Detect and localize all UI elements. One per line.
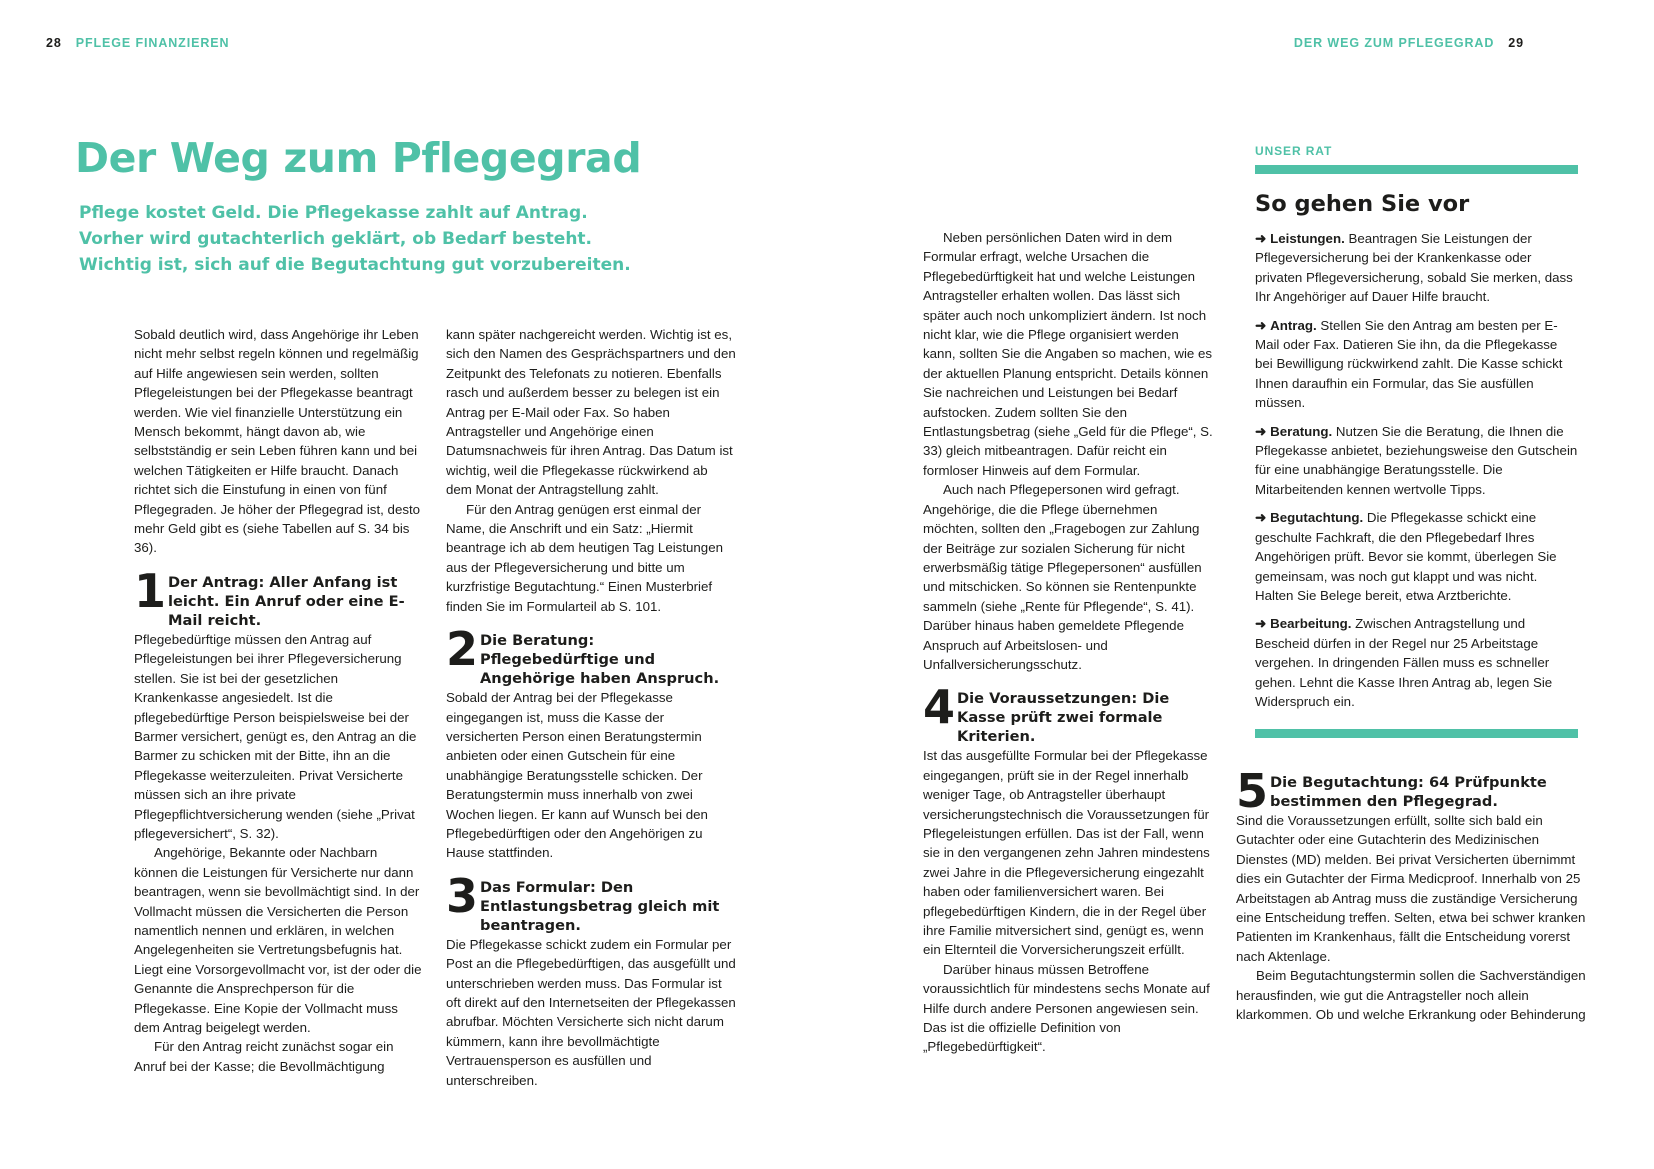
advice-item <box>1255 508 1578 605</box>
section-heading-3 <box>446 868 736 935</box>
paragraph: Sobald deutlich wird, dass Angehörige ihr Leben nicht mehr selbst regeln können und regelmäßig auf Hilfe angewiesen sein werden, sollten Pflegeleistungen bei der Pflegekasse beantragt werden. Wie viel finanzielle Unterstützung ein Mensch bekommt, hängt davon ab, wie selbstständig er sein Leben führen kann und bei welchen Tätigkeiten er Hilfe braucht. Danach richtet sich die Einstufung in einen von fünf Pflegegraden. Je höher der Pflegegrad ist, desto mehr Geld gibt es (siehe Tabellen auf S. 34 bis 36). <box>134 327 421 556</box>
paragraph: Ist das ausgefüllte Formular bei der Pflegekasse eingegangen, prüft sie in der Regel innerhalb weniger Tage, ob Antragsteller überhaupt versicherungstechnisch die Voraussetzungen für Pflegeleistungen erfüllen. Das ist der Fall, wenn sie in den vergangenen zehn Jahren mindestens zwei Jahre in die Pflegeversicherung eingezahlt haben oder familienversichert waren. Bei pflegebedürftigen Kindern, die in der Regel über ihre Familie mitversichert sind, genügt es, wenn ein Elternteil die Vorversicherungszeit erfüllt. <box>923 748 1210 958</box>
section-title: Das Formular: Den Entlastungsbetrag gleich mit beantragen. <box>480 878 720 934</box>
paragraph: Auch nach Pflegepersonen wird gefragt. Angehörige, die die Pflege übernehmen möchten, sollten den „Fragebogen zur Zahlung der Beiträge zur sozialen Sicherung für nicht erwerbsmäßig tätige Pflegepersonen“ ausfüllen und mitschicken. So können sie Rentenpunkte sammeln (siehe „Rente für Pflegende“, S. 41). Darüber hinaus haben gemeldete Pflegende Anspruch auf Arbeitslosen- und Unfallversicherungsschutz. <box>923 482 1202 672</box>
arrow-right-icon: ➜ <box>1255 510 1267 526</box>
paragraph: Für den Antrag reicht zunächst sogar ein Anruf bei der Kasse; die Bevollmächtigung <box>134 1039 394 1074</box>
section-title: Die Begutachtung: 64 Prüfpunkte bestimmen den Pflegegrad. <box>1270 774 1547 810</box>
section-number: 3 <box>446 868 479 923</box>
text-column-3 <box>923 228 1213 1057</box>
advice-top-bar <box>1255 165 1578 174</box>
page-title: Der Weg zum Pflegegrad <box>75 134 642 182</box>
advice-bottom-bar <box>1255 729 1578 738</box>
section-label-left: PFLEGE FINANZIEREN <box>75 36 230 50</box>
advice-item <box>1255 614 1578 711</box>
advice-item <box>1255 229 1578 307</box>
section-number: 2 <box>446 622 479 677</box>
advice-tag: UNSER RAT <box>1255 144 1333 158</box>
running-header-left <box>46 36 229 50</box>
paragraph: Sobald der Antrag bei der Pflegekasse eingegangen ist, muss die Kasse der versicherten Person einen Beratungstermin anbieten oder einen Gutschein für eine unabhängige Beratungsstelle schicken. Der Beratungstermin muss innerhalb von zwei Wochen liegen. Er kann auf Wunsch bei den Pflegebedürftigen oder den Angehörigen zu Hause stattfinden. <box>446 690 708 861</box>
section-heading-2 <box>446 622 736 688</box>
section-number: 5 <box>1236 764 1269 818</box>
advice-item-text: Zwischen Antragstellung und Bescheid dürfen in der Regel nur 25 Arbeitstage vergehen. In dringenden Fällen muss es schneller gehen. Lehnt die Kasse Ihren Antrag ab, legen Sie Widerspruch ein. <box>1255 616 1553 709</box>
paragraph: Sind die Voraussetzungen erfüllt, sollte sich bald ein Gutachter oder eine Gutachterin des Medizinischen Dienstes (MD) melden. Bei privat Versicherten übernimmt dies ein Gutachter der Firma Medicproof. Innerhalb von 25 Arbeitstagen ab Antrag muss die zuständige Versicherung eine Entscheidung treffen. Selten, etwa bei schwer kranken Patienten im Krankenhaus, fällt die Entscheidung vorerst nach Aktenlage. <box>1236 813 1586 964</box>
section-title: Der Antrag: Aller Anfang ist leicht. Ein Anruf oder eine E-Mail reicht. <box>168 573 405 629</box>
page-number-right: 29 <box>1508 36 1524 50</box>
advice-item-label: Bearbeitung. <box>1270 616 1352 632</box>
paragraph: Angehörige, Bekannte oder Nachbarn können die Leistungen für Versicherte nur dann beantragen, wenn sie bevollmächtigt sind. In der Vollmacht müssen die Versicherten die Person namentlich nennen und erklären, in welchen Angelegenheiten sie Vertretungsbefugnis hat. Liegt eine Vorsorgevollmacht vor, ist der oder die Genannte die Ansprechperson für die Pflegekasse. Eine Kopie der Vollmacht muss dem Antrag beigelegt werden. <box>134 845 422 1035</box>
advice-item-label: Antrag. <box>1270 317 1317 333</box>
section-heading-5 <box>1236 764 1594 818</box>
section-number: 4 <box>923 680 956 735</box>
paragraph: Beim Begutachtungstermin sollen die Sachverständigen herausfinden, wie gut die Antragsteller noch allein klarkommen. Ob und welche Erkrankung oder Behinderung <box>1236 968 1586 1023</box>
section-heading-4 <box>923 680 1213 746</box>
section-label-right: DER WEG ZUM PFLEGEGRAD <box>1293 36 1495 50</box>
text-column-1 <box>134 325 424 1076</box>
arrow-right-icon: ➜ <box>1255 317 1267 333</box>
advice-item <box>1255 316 1578 413</box>
arrow-right-icon: ➜ <box>1255 231 1267 246</box>
advice-item-label: Beratung. <box>1270 423 1333 439</box>
section-number: 1 <box>134 563 167 618</box>
section-title: Die Beratung: Pflegebedürftige und Angehörige haben Anspruch. <box>480 632 720 688</box>
advice-item-label: Begutachtung. <box>1270 510 1364 526</box>
advice-box <box>1255 144 1578 738</box>
advice-item-text: Beantragen Sie Leistungen der Pflegeversicherung bei der Krankenkasse oder privaten Pflegeversicherung, sobald Sie merken, dass Ihr Angehöriger auf Dauer Hilfe braucht. <box>1255 231 1573 305</box>
paragraph: kann später nachgereicht werden. Wichtig ist es, sich den Namen des Gesprächspartners und den Zeitpunkt des Telefonats zu notieren. Ebenfalls rasch und außerdem besser zu belegen ist ein Antrag per E-Mail oder Fax. So haben Antragsteller und Angehörige einen Datumsnachweis für ihren Antrag. Das Datum ist wichtig, weil die Pflegekasse rückwirkend ab dem Monat der Antragstellung zahlt. <box>446 327 736 498</box>
advice-item <box>1255 422 1578 500</box>
text-column-4 <box>1236 764 1594 1024</box>
text-column-2 <box>446 325 736 1090</box>
lead-paragraph: Pflege kostet Geld. Die Pflegekasse zahlt auf Antrag. Vorher wird gutachterlich geklärt, ob Bedarf besteht. Wichtig ist, sich auf die Begutachtung gut vorzubereiten. <box>79 203 631 275</box>
section-title: Die Voraussetzungen: Die Kasse prüft zwei formale Kriterien. <box>957 690 1170 746</box>
section-heading-1 <box>134 563 424 630</box>
advice-title: So gehen Sie vor <box>1255 191 1470 217</box>
paragraph: Für den Antrag genügen erst einmal der Name, die Anschrift und ein Satz: „Hiermit beantrage ich ab dem heutigen Tag Leistungen aus der Pflegeversicherung und bitte um kurzfristige Begutachtung.“ Einen Musterbrief finden Sie im Formularteil ab S. 101. <box>446 501 723 614</box>
advice-item-text: Die Pflegekasse schickt eine geschulte Fachkraft, die den Pflegebedarf Ihres Angehörigen prüft. Bevor sie kommt, überlegen Sie gemeinsam, was noch gut klappt und was nicht. Halten Sie Belege bereit, etwa Arztberichte. <box>1255 510 1557 603</box>
paragraph: Darüber hinaus müssen Betroffene voraussichtlich für mindestens sechs Monate auf Hilfe durch andere Personen angewiesen sein. Das ist die offizielle Definition von „Pflegebedürftigkeit“. <box>923 961 1210 1055</box>
advice-item-text: Nutzen Sie die Beratung, die Ihnen die Pflegekasse anbietet, beziehungsweise den Gutschein für eine unabhängige Beratungsstelle. Die Mitarbeitenden kennen wertvolle Tipps. <box>1255 423 1578 497</box>
running-header-right <box>1294 36 1524 50</box>
paragraph: Die Pflegekasse schickt zudem ein Formular per Post an die Pflegebedürftigen, das ausgefüllt und unterschrieben werden muss. Das Formular ist oft direkt auf den Internetseiten der Pflegekassen abrufbar. Möchten Versicherte sich nicht darum kümmern, kann ihre bevollmächtigte Vertrauensperson es ausfüllen und unterschreiben. <box>446 936 736 1088</box>
paragraph: Neben persönlichen Daten wird in dem Formular erfragt, welche Ursachen die Pflegebedürftigkeit hat und welche Leistungen Antragsteller erhalten wollen. Das lässt sich später auch noch unkompliziert ändern. Ist noch nicht klar, wie die Pflege organisiert werden kann, sollten Sie die Angaben so machen, wie es der aktuellen Planung entspricht. Details können Sie nachreichen und Leistungen bei Bedarf aufstocken. Zudem sollten Sie den Entlastungsbetrag (siehe „Geld für die Pflege“, S. 33) gleich mitbeantragen. Dafür reicht ein formloser Hinweis auf dem Formular. <box>923 230 1213 478</box>
advice-item-label: Leistungen. <box>1270 231 1345 246</box>
page-number-left: 28 <box>46 36 62 50</box>
advice-item-text: Stellen Sie den Antrag am besten per E-Mail oder Fax. Datieren Sie ihn, da die Pflegekasse bei Bewilligung rückwirkend zahlt. Die Kasse schickt Ihnen daraufhin ein Formular, das Sie ausfüllen müssen. <box>1255 317 1563 411</box>
arrow-right-icon: ➜ <box>1255 423 1267 439</box>
arrow-right-icon: ➜ <box>1255 616 1267 632</box>
paragraph: Pflegebedürftige müssen den Antrag auf Pflegeleistungen bei ihrer Pflegeversicherung stellen. Sie ist bei der gesetzlichen Krankenkasse angesiedelt. Ist die pflegebedürftige Person beispielsweise bei der Barmer versichert, genügt es, den Antrag an die Barmer zu schicken mit der Bitte, ihn an die Pflegekasse weiterzuleiten. Privat Versicherte müssen sich an ihre private Pflegepflichtversicherung wenden (siehe „Privat pflegeversichert“, S. 32). <box>134 631 417 841</box>
